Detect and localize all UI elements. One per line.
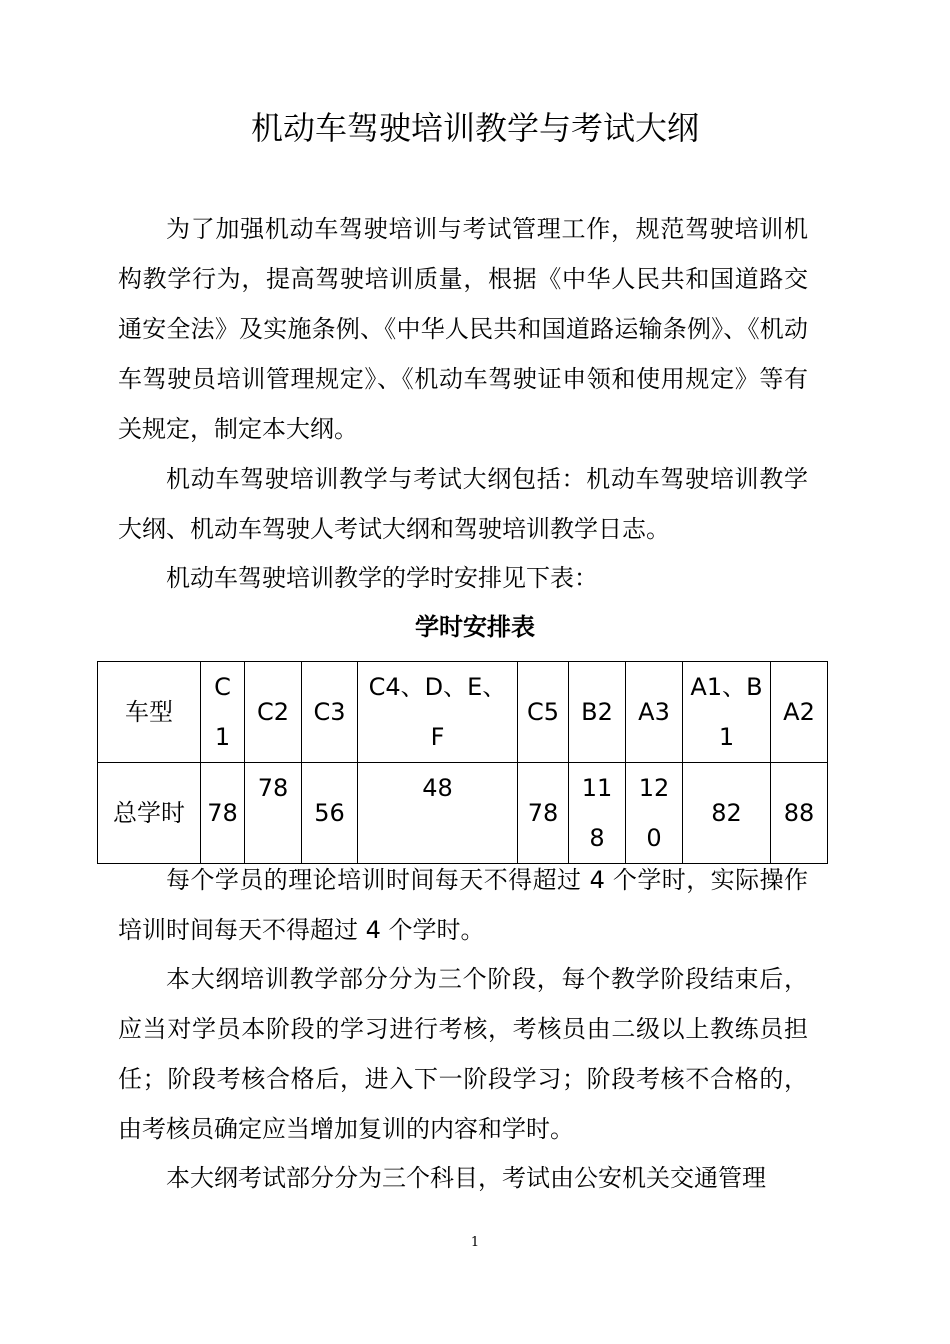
row-label-total-hours: 总学时 — [98, 763, 201, 864]
paragraph-intro: 为了加强机动车驾驶培训与考试管理工作，规范驾驶培训机构教学行为，提高驾驶培训质量，根据《中华人民共和国道路交通安全法》及实施条例、《中华人民共和国道路运输条例》、《机动车驾驶员培训管理规定》、《机动车驾驶证申领和使用规定》等有关规定，制定本大纲。 — [118, 215, 808, 443]
paragraph-daily-limit: 每个学员的理论培训时间每天不得超过 4 个学时，实际操作培训时间每天不得超过 4 个学时。 — [118, 866, 808, 944]
document-title: 机动车驾驶培训教学与考试大纲 — [250, 109, 699, 147]
total-hours-cell: 118 — [569, 763, 626, 864]
total-hours-cell: 78 — [518, 763, 569, 864]
paragraph-table-lead: 机动车驾驶培训教学的学时安排见下表： — [166, 564, 598, 592]
vehicle-type-cell: A2 — [771, 662, 828, 763]
paragraph-exam-subjects: 本大纲考试部分分为三个科目，考试由公安机关交通管理 — [166, 1164, 766, 1192]
vehicle-type-cell: A1、B1 — [683, 662, 771, 763]
vehicle-type-cell: C5 — [518, 662, 569, 763]
table-header-row — [98, 662, 828, 763]
paragraph-scope: 机动车驾驶培训教学与考试大纲包括：机动车驾驶培训教学大纲、机动车驾驶人考试大纲和驾驶培训教学日志。 — [118, 465, 808, 543]
total-hours-cell: 56 — [302, 763, 358, 864]
page-number: 1 — [470, 1235, 480, 1250]
training-hours-table — [97, 661, 828, 864]
total-hours-cell: 88 — [771, 763, 828, 864]
total-hours-cell: 78 — [201, 763, 245, 864]
table-caption: 学时安排表 — [415, 613, 535, 641]
vehicle-type-cell: C3 — [302, 662, 358, 763]
vehicle-type-cell: A3 — [626, 662, 683, 763]
vehicle-type-cell: B2 — [569, 662, 626, 763]
paragraph-training-stages: 本大纲培训教学部分分为三个阶段，每个教学阶段结束后，应当对学员本阶段的学习进行考核，考核员由二级以上教练员担任；阶段考核合格后，进入下一阶段学习；阶段考核不合格的，由考核员确定应当增加复训的内容和学时。 — [118, 965, 808, 1143]
total-hours-cell: 78 — [245, 763, 302, 864]
vehicle-type-cell: C4、D、E、F — [358, 662, 518, 763]
total-hours-cell: 120 — [626, 763, 683, 864]
vehicle-type-cell: C1 — [201, 662, 245, 763]
header-cell-vehicle-type: 车型 — [98, 662, 201, 763]
table-hours-row — [98, 763, 828, 864]
total-hours-cell: 82 — [683, 763, 771, 864]
vehicle-type-cell: C2 — [245, 662, 302, 763]
total-hours-cell: 48 — [358, 763, 518, 864]
